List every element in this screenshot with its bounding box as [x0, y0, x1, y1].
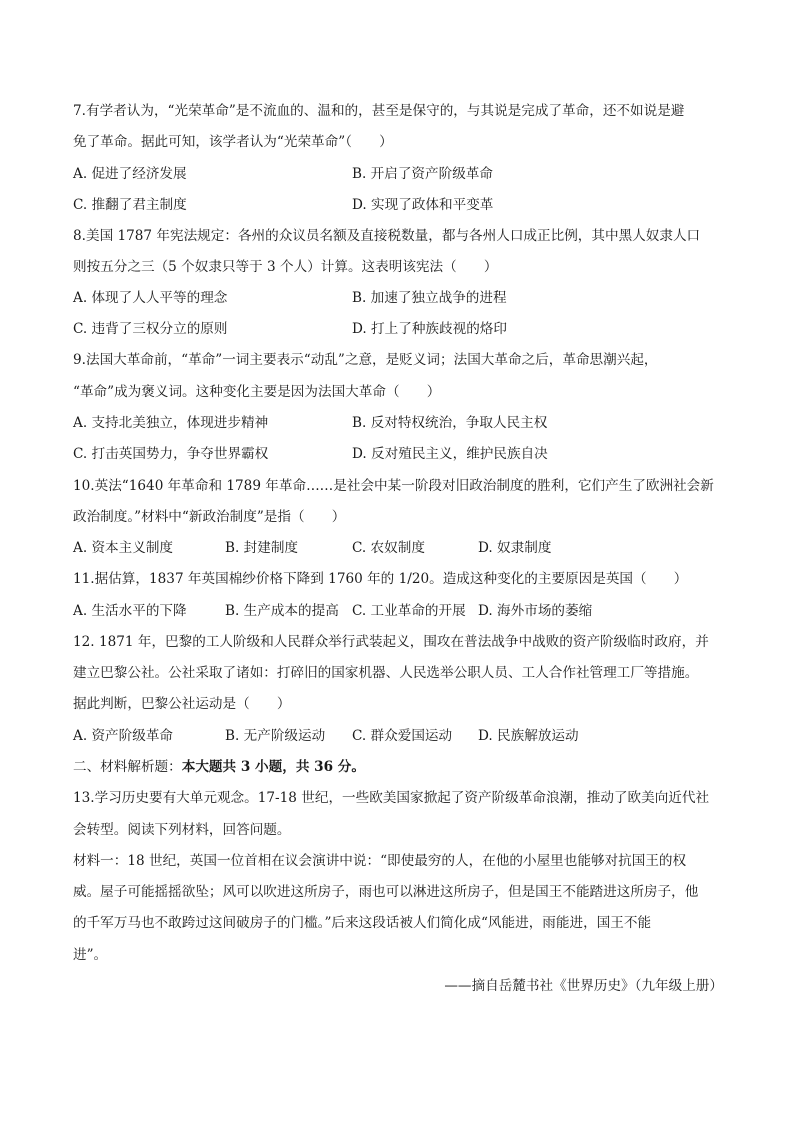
q10-option-d: D. 奴隶制度 — [478, 540, 552, 556]
q7-option-b: B. 开启了资产阶级革命 — [352, 166, 493, 182]
q10-stem-line2: 政治制度。”材料中“新政治制度”是指（ ） — [73, 509, 346, 525]
material-1-source: ——摘自岳麓书社《世界历史》（九年级上册） — [444, 978, 723, 994]
q8-option-a: A. 体现了人人平等的理念 — [73, 290, 228, 306]
q10-option-a: A. 资本主义制度 — [73, 540, 174, 556]
q10-option-b: B. 封建制度 — [225, 540, 299, 556]
q9-option-d: D. 反对殖民主义，维护民族自决 — [352, 446, 548, 462]
q11-option-d: D. 海外市场的萎缩 — [478, 603, 593, 619]
q7-stem-line1: 7.有学者认为，“光荣革命”是不流血的、温和的，甚至是保守的，与其说是完成了革命，还不如说是避 — [73, 103, 685, 119]
q13-stem-line1: 13.学习历史要有大单元观念。17-18 世纪，一些欧美国家掀起了资产阶级革命浪潮，推动了欧美向近代社 — [73, 790, 710, 806]
q13-stem-line2: 会转型。阅读下列材料，回答问题。 — [73, 822, 291, 838]
q9-option-c: C. 打击英国势力，争夺世界霸权 — [73, 446, 269, 462]
q8-option-d: D. 打上了种族歧视的烙印 — [352, 321, 507, 337]
q12-option-b: B. 无产阶级运动 — [225, 728, 326, 744]
section-heading — [73, 757, 365, 777]
q7-option-d: D. 实现了政体和平变革 — [352, 197, 494, 213]
section-heading-prefix: 二、材料解析题： — [73, 759, 182, 775]
q7-option-c: C. 推翻了君主制度 — [73, 197, 187, 213]
q8-stem-line1: 8.美国 1787 年宪法规定：各州的众议员名额及直接税数量，都与各州人口成正比例，其中黑人奴隶人口 — [73, 228, 701, 244]
q10-option-c: C. 农奴制度 — [352, 540, 425, 556]
q11-stem-line1: 11.据估算，1837 年英国棉纱价格下降到 1760 年的 1/20。造成这种变化的主要原因是英国（ ） — [73, 571, 688, 587]
q9-stem-line1: 9.法国大革命前，“革命”一词主要表示“动乱”之意，是贬义词；法国大革命之后，革命思潮兴起， — [73, 352, 658, 368]
q8-stem-line2: 则按五分之三（5 个奴隶只等于 3 个人）计算。这表明该宪法（ ） — [73, 259, 498, 275]
material-1-line4: 进”。 — [73, 947, 108, 963]
q9-stem-line2: “革命”成为褒义词。这种变化主要是因为法国大革命（ ） — [73, 384, 441, 400]
material-1-line3: 的千军万马也不敢跨过这间破房子的门槛。”后来这段话被人们简化成“风能进，雨能进，国王不能 — [73, 915, 652, 931]
q12-option-a: A. 资产阶级革命 — [73, 728, 174, 744]
q9-option-b: B. 反对特权统治，争取人民主权 — [352, 415, 548, 431]
q12-stem-line2: 建立巴黎公社。公社采取了诸如：打碎旧的国家机器、人民选举公职人员、工人合作社管理工厂等措施。 — [73, 665, 699, 681]
q12-option-d: D. 民族解放运动 — [478, 728, 579, 744]
material-1-line2: 威。屋子可能摇摇欲坠；风可以吹进这所房子，雨也可以淋进这所房子，但是国王不能踏进这所房子，他 — [73, 884, 699, 900]
section-heading-bold: 本大题共 3 小题，共 36 分。 — [181, 759, 365, 775]
q10-stem-line1: 10.英法“1640 年革命和 1789 年革命……是社会中某一阶段对旧政治制度的胜利，它们产生了欧洲社会新 — [73, 478, 714, 494]
q8-option-c: C. 违背了三权分立的原则 — [73, 321, 228, 337]
material-1-line1: 材料一：18 世纪，英国一位首相在议会演讲中说：“即使最穷的人，在他的小屋里也能够对抗国王的权 — [73, 853, 687, 869]
q8-option-b: B. 加速了独立战争的进程 — [352, 290, 507, 306]
q11-option-a: A. 生活水平的下降 — [73, 603, 187, 619]
q12-stem-line3: 据此判断，巴黎公社运动是（ ） — [73, 696, 291, 712]
q7-stem-line2: 免了革命。据此可知，该学者认为“光荣革命”（ ） — [73, 134, 393, 150]
q12-option-c: C. 群众爱国运动 — [352, 728, 453, 744]
q11-option-c: C. 工业革命的开展 — [352, 603, 466, 619]
q11-option-b: B. 生产成本的提高 — [225, 603, 339, 619]
q9-option-a: A. 支持北美独立，体现进步精神 — [73, 415, 269, 431]
q12-stem-line1: 12. 1871 年，巴黎的工人阶级和人民群众举行武装起义，围攻在普法战争中战败的资产阶级临时政府，并 — [73, 634, 709, 650]
q7-option-a: A. 促进了经济发展 — [73, 166, 187, 182]
